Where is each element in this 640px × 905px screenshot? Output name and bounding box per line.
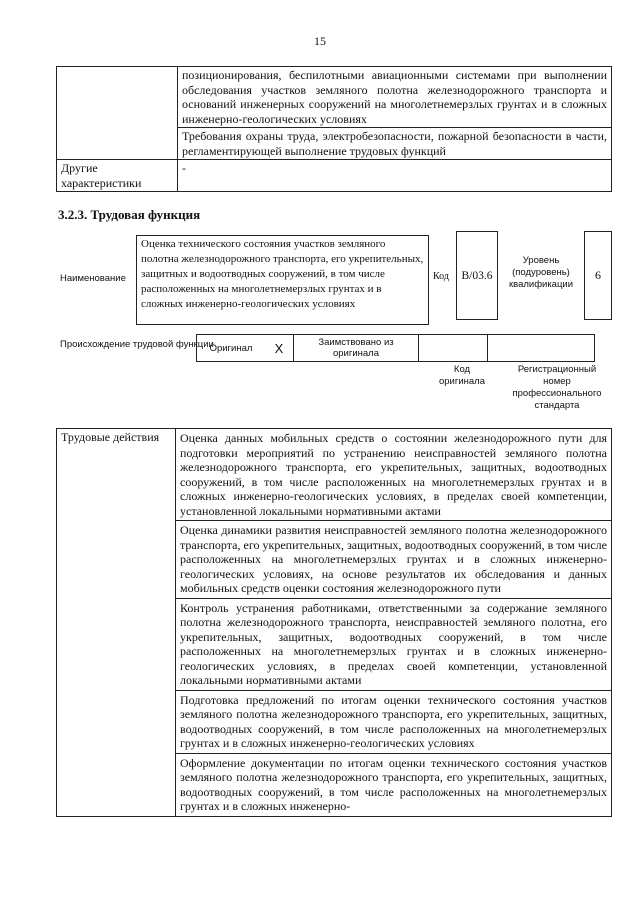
registration-number-cell	[488, 335, 595, 362]
table-row	[57, 67, 612, 128]
requirements-table-continuation	[56, 66, 612, 192]
origin-table	[196, 334, 595, 362]
function-origin-label: Происхождение трудовой функции	[60, 339, 214, 350]
code-label: Код	[433, 271, 449, 282]
table-row	[197, 335, 595, 362]
labor-action-item: Контроль устранения работниками, ответственными за содержание земляного полотна железнодорожного транспорта, неисправностей земляного полотна, его укрепительных, защитных, водоотводных сооружений, в том числе расположенных на многолетнемерзлых грунтах и в сложных инженерно-геологических условиях, в пределах своей компетенции, установленной локальными нормативными актами	[176, 598, 612, 690]
table-row	[57, 429, 612, 521]
safety-requirement-cell: Требования охраны труда, электробезопасности, пожарной безопасности в части, регламентирующей выполнение трудовых функций	[178, 128, 612, 160]
table-row	[57, 160, 612, 192]
labor-action-item: Оценка динамики развития неисправностей земляного полотна железнодорожного транспорта, его укрепительных, защитных, водоотводных сооружений, в том числе расположенных на многолетнемерзлых грунтах и в сложных инженерно-геологических условиях, на основе результатов их обследования и данных мобильных средств оценки состояния железнодорожного пути	[176, 521, 612, 599]
code-original-label: Код оригинала	[438, 364, 485, 387]
labor-action-item: Оформление документации по итогам оценки технического состояния участков земляного полотна железнодорожного транспорта, его укрепительных, защитных, водоотводных сооружений, в том числе расположенных на многолетнемерзлых грунтах и в сложных инженерно-	[176, 753, 612, 816]
labor-actions-label: Трудовые действия	[57, 429, 176, 817]
page-number: 15	[314, 34, 326, 48]
function-code-box	[456, 231, 498, 320]
labor-actions-table	[56, 428, 612, 817]
qualification-level-value: 6	[595, 268, 601, 282]
other-characteristics-value: -	[178, 160, 612, 192]
original-label: Оригинал	[197, 335, 266, 362]
borrowed-label: Заимствовано из оригинала	[294, 335, 419, 362]
requirement-cell: позиционирования, беспилотными авиационными системами при выполнении обследования участков земляного полотна железнодорожного транспорта и оснований инженерных сооружений на многолетнемерзлых грунтах и в сложных инженерно-геологических условиях	[178, 67, 612, 128]
original-mark: X	[265, 335, 294, 362]
function-name-box: Оценка технического состояния участков земляного полотна железнодорожного транспорта, его укрепительных, защитных и водоотводных сооружений, в том числе расположенных на многолетнемерзлых грунтах и в сложных инженерно-геологических условиях	[136, 235, 429, 325]
qualification-level-label: Уровень (подуровень) квалификации	[508, 255, 574, 290]
name-label: Наименование	[60, 273, 126, 284]
section-heading: 3.2.3. Трудовая функция	[58, 207, 201, 222]
other-characteristics-label: Другие характеристики	[57, 160, 178, 192]
function-code-value: B/03.6	[461, 269, 493, 282]
empty-label-cell	[57, 67, 178, 160]
original-code-cell	[419, 335, 488, 362]
labor-action-item: Подготовка предложений по итогам оценки технического состояния участков земляного полотна железнодорожного транспорта, его укрепительных, защитных, водоотводных сооружений, в том числе расположенных на многолетнемерзлых грунтах и в сложных инженерно-геологических условиях	[176, 690, 612, 753]
qualification-level-box	[584, 231, 612, 320]
registration-number-label: Регистрационный номер профессионального стандарта	[512, 364, 602, 411]
labor-action-item: Оценка данных мобильных средств о состоянии железнодорожного пути для подготовки мероприятий по устранению неисправностей земляного полотна железнодорожного транспорта, его укрепительных, защитных, водоотводных сооружений, в том числе расположенных на многолетнемерзлых грунтах и в сложных инженерно-геологических условиях, в пределах своей компетенции, установленной локальными нормативными актами	[176, 429, 612, 521]
